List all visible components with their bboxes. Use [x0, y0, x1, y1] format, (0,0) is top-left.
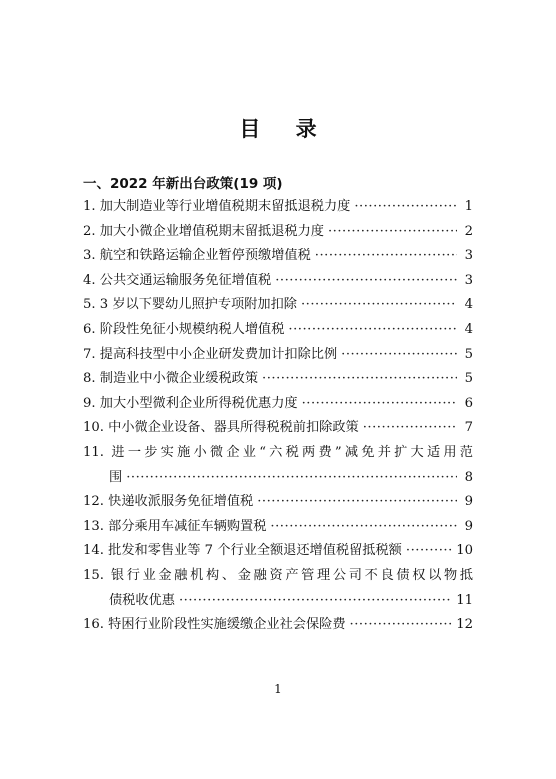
- toc-entry[interactable]: [83, 293, 473, 318]
- toc-entry-label: 债税收优惠: [109, 592, 175, 608]
- toc-entry[interactable]: [83, 564, 473, 589]
- toc-entry[interactable]: [83, 343, 473, 368]
- toc-entry-label: 13. 部分乘用车减征车辆购置税: [83, 518, 267, 534]
- toc-entry-page: 5: [464, 346, 473, 362]
- dot-leader: [126, 466, 457, 491]
- dot-leader: [354, 195, 457, 220]
- dot-leader: [406, 539, 452, 564]
- dot-leader: [257, 490, 457, 515]
- toc-entry[interactable]: [83, 220, 473, 245]
- toc-entry-page: 5: [464, 371, 473, 387]
- toc-entry[interactable]: [83, 392, 473, 417]
- dot-leader: [302, 392, 457, 417]
- dot-leader: [363, 416, 457, 441]
- toc-entry[interactable]: [83, 195, 473, 220]
- section-heading: 一、2022 年新出台政策(19 项): [83, 176, 283, 192]
- toc-entry-label: 9. 加大小型微利企业所得税优惠力度: [83, 395, 298, 411]
- toc-entry-page: 8: [464, 469, 473, 485]
- toc-entry-page: 6: [464, 395, 473, 411]
- table-of-contents: [83, 195, 473, 638]
- toc-entry-page: 1: [464, 199, 473, 214]
- toc-entry[interactable]: [83, 589, 473, 614]
- toc-entry[interactable]: [83, 539, 473, 564]
- toc-entry-label: 16. 特困行业阶段性实施缓缴企业社会保险费: [83, 617, 346, 633]
- toc-entry-page: 3: [464, 272, 473, 288]
- toc-entry-label: 3. 航空和铁路运输企业暂停预缴增值税: [83, 248, 311, 264]
- toc-entry-label: 2. 加大小微企业增值税期末留抵退税力度: [83, 223, 324, 239]
- toc-entry-label: 12. 快递收派服务免征增值税: [83, 494, 254, 510]
- page-number: 1: [274, 682, 282, 696]
- dot-leader: [350, 613, 453, 638]
- toc-entry-label: 6. 阶段性免征小规模纳税人增值税: [83, 321, 285, 337]
- dot-leader: [341, 343, 457, 368]
- toc-entry[interactable]: [83, 318, 473, 343]
- toc-entry[interactable]: [83, 441, 473, 466]
- toc-entry[interactable]: [83, 367, 473, 392]
- dot-leader: [301, 293, 457, 318]
- toc-entry-page: 4: [464, 321, 473, 337]
- toc-entry-label: 14. 批发和零售业等 7 个行业全额退还增值税留抵税额: [83, 543, 402, 559]
- toc-entry-label: 10. 中小微企业设备、器具所得税税前扣除政策: [83, 420, 359, 436]
- toc-entry-label: 围: [109, 469, 123, 485]
- dot-leader: [315, 244, 457, 269]
- toc-entry[interactable]: [83, 269, 473, 294]
- toc-entry-label: 15. 银行业金融机构、金融资产管理公司不良债权以物抵: [83, 567, 473, 583]
- dot-leader: [288, 318, 457, 343]
- dot-leader: [179, 589, 452, 614]
- toc-entry-page: 3: [464, 248, 473, 264]
- toc-entry-label: 7. 提高科技型中小企业研发费加计扣除比例: [83, 346, 338, 362]
- toc-title: 目 录: [239, 116, 331, 141]
- toc-entry-label: 4. 公共交通运输服务免征增值税: [83, 272, 272, 288]
- dot-leader: [328, 220, 457, 245]
- toc-entry-label: 5. 3 岁以下婴幼儿照护专项附加扣除: [83, 297, 297, 313]
- toc-entry-label: 1. 加大制造业等行业增值税期末留抵退税力度: [83, 199, 351, 214]
- dot-leader: [270, 515, 457, 540]
- toc-entry-page: 2: [464, 223, 473, 239]
- toc-entry-page: 9: [464, 494, 473, 510]
- toc-entry-page: 9: [464, 518, 473, 534]
- toc-entry[interactable]: [83, 515, 473, 540]
- toc-entry-page: 11: [456, 592, 473, 608]
- toc-entry[interactable]: [83, 490, 473, 515]
- toc-entry-page: 4: [464, 297, 473, 313]
- dot-leader: [275, 269, 457, 294]
- toc-entry[interactable]: [83, 244, 473, 269]
- toc-entry-page: 7: [464, 420, 473, 436]
- toc-entry[interactable]: [83, 613, 473, 638]
- toc-entry[interactable]: [83, 416, 473, 441]
- toc-entry[interactable]: [83, 466, 473, 491]
- toc-entry-page: 12: [456, 617, 473, 633]
- toc-entry-page: 10: [456, 543, 473, 559]
- toc-entry-label: 11. 进一步实施小微企业“六税两费”减免并扩大适用范: [83, 444, 473, 460]
- toc-entry-label: 8. 制造业中小微企业缓税政策: [83, 371, 259, 387]
- dot-leader: [262, 367, 457, 392]
